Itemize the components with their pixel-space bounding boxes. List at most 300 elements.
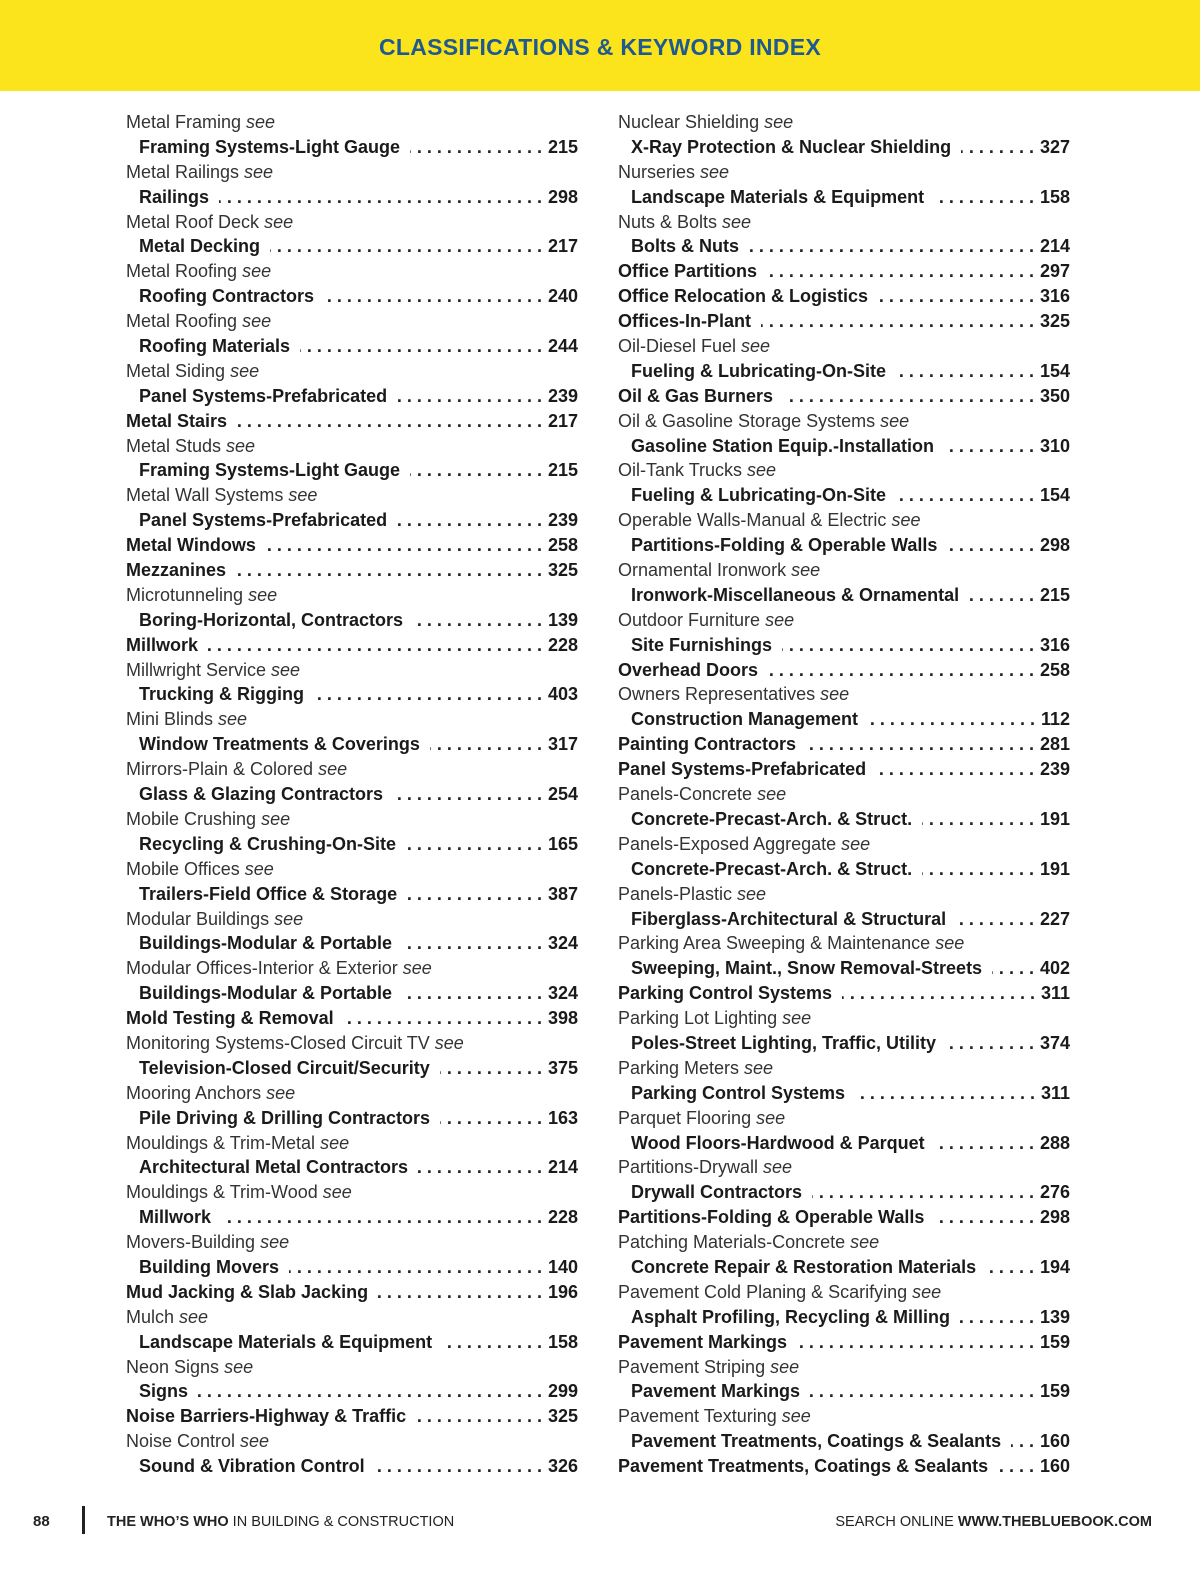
see-label: see [912, 1281, 942, 1302]
reference-term: Nuts & Bolts [618, 211, 718, 232]
dot-leader [416, 1404, 542, 1429]
page-reference-number: 316 [1039, 634, 1070, 655]
page-reference-number: 403 [547, 684, 578, 705]
reference-term: Modular Buildings [126, 908, 270, 929]
heading-title: Pavement Treatments, Coatings & Sealants [618, 1456, 989, 1477]
dot-leader [969, 583, 1034, 608]
dot-leader [878, 284, 1034, 309]
see-label: see [242, 261, 272, 282]
heading-title: Panel Systems-Prefabricated [618, 759, 867, 780]
index-heading [618, 483, 1070, 508]
dot-leader [440, 1106, 542, 1131]
page-title: CLASSIFICATIONS & KEYWORD INDEX [378, 34, 822, 60]
index-heading [618, 956, 1070, 981]
see-label: see [850, 1232, 880, 1253]
index-heading [126, 832, 578, 857]
heading-title: Wood Floors-Hardwood & Parquet [631, 1132, 925, 1153]
heading-title: Noise Barriers-Highway & Traffic [126, 1406, 407, 1427]
index-reference [126, 1429, 578, 1454]
see-label: see [274, 908, 304, 929]
index-heading [126, 981, 578, 1006]
dot-leader [324, 284, 542, 309]
heading-title: Landscape Materials & Equipment [139, 1331, 433, 1352]
index-reference [618, 1056, 1070, 1081]
index-reference [618, 458, 1070, 483]
heading-title: Parking Control Systems [631, 1082, 846, 1103]
index-heading [126, 1106, 578, 1131]
heading-title: Landscape Materials & Equipment [631, 186, 925, 207]
index-heading [126, 1454, 578, 1479]
dot-leader [797, 1330, 1034, 1355]
heading-title: Fueling & Lubricating-On-Site [631, 485, 886, 506]
page-reference-number: 325 [547, 560, 578, 581]
reference-term: Oil-Diesel Fuel [618, 336, 737, 357]
see-label: see [757, 784, 787, 805]
dot-leader [314, 682, 542, 707]
reference-term: Panels-Concrete [618, 784, 753, 805]
dot-leader [397, 508, 542, 533]
dot-leader [1011, 1429, 1034, 1454]
page-reference-number: 316 [1039, 286, 1070, 307]
index-reference [618, 160, 1070, 185]
index-heading [126, 384, 578, 409]
index-heading [126, 185, 578, 210]
index-heading [618, 1031, 1070, 1056]
index-reference [618, 1106, 1070, 1131]
dot-leader [378, 1280, 542, 1305]
page-reference-number: 239 [547, 385, 578, 406]
index-heading [618, 1180, 1070, 1205]
reference-term: Metal Studs [126, 435, 222, 456]
index-heading [126, 931, 578, 956]
index-heading [126, 1155, 578, 1180]
dot-leader [944, 434, 1034, 459]
see-label: see [230, 360, 260, 381]
page-reference-number: 154 [1039, 360, 1070, 381]
index-heading [126, 1006, 578, 1031]
heading-title: Millwork [126, 634, 199, 655]
heading-title: Ironwork-Miscellaneous & Ornamental [631, 584, 960, 605]
index-reference [618, 832, 1070, 857]
heading-title: Metal Stairs [126, 410, 228, 431]
reference-term: Mooring Anchors [126, 1082, 262, 1103]
dot-leader [855, 1081, 1035, 1106]
index-reference [618, 1355, 1070, 1380]
page-reference-number: 217 [547, 236, 578, 257]
see-label: see [242, 311, 272, 332]
dot-leader [266, 533, 542, 558]
page-reference-number: 298 [1039, 535, 1070, 556]
reference-term: Oil-Tank Trucks [618, 460, 743, 481]
dot-leader [842, 981, 1035, 1006]
reference-term: Parking Meters [618, 1057, 740, 1078]
see-label: see [782, 1008, 812, 1029]
heading-title: Recycling & Crushing-On-Site [139, 833, 397, 854]
see-label: see [218, 709, 248, 730]
heading-title: Fiberglass-Architectural & Structural [631, 908, 947, 929]
heading-title: Poles-Street Lighting, Traffic, Utility [631, 1032, 937, 1053]
see-label: see [722, 211, 752, 232]
index-column-left [126, 110, 578, 1479]
dot-leader [375, 1454, 542, 1479]
reference-term: Metal Roofing [126, 311, 238, 332]
page-reference-number: 297 [1039, 261, 1070, 282]
page-reference-number: 214 [1039, 236, 1070, 257]
index-reference [618, 608, 1070, 633]
see-label: see [322, 1182, 352, 1203]
page-reference-number: 228 [547, 1207, 578, 1228]
dot-leader [270, 234, 542, 259]
index-heading [618, 757, 1070, 782]
heading-title: Window Treatments & Coverings [139, 734, 420, 755]
index-heading [126, 334, 578, 359]
index-reference [618, 210, 1070, 235]
see-label: see [246, 112, 276, 132]
dot-leader [810, 1379, 1034, 1404]
page-reference-number: 258 [547, 535, 578, 556]
reference-term: Oil & Gasoline Storage Systems [618, 410, 876, 431]
dot-leader [236, 558, 542, 583]
index-reference [126, 857, 578, 882]
index-reference [126, 434, 578, 459]
heading-title: Trailers-Field Office & Storage [139, 883, 398, 904]
page-reference-number: 159 [1039, 1331, 1070, 1352]
heading-title: Pavement Markings [618, 1331, 788, 1352]
see-label: see [240, 1431, 270, 1452]
reference-term: Operable Walls-Manual & Electric [618, 510, 887, 531]
reference-term: Modular Offices-Interior & Exterior [126, 958, 398, 979]
page-reference-number: 159 [1039, 1381, 1070, 1402]
dot-leader [812, 1180, 1034, 1205]
index-reference [126, 1131, 578, 1156]
dot-leader [430, 732, 542, 757]
page-reference-number: 239 [1039, 759, 1070, 780]
see-label: see [244, 858, 274, 879]
heading-title: Partitions-Folding & Operable Walls [631, 535, 938, 556]
index-heading [126, 1330, 578, 1355]
page-reference-number: 194 [1039, 1256, 1070, 1277]
reference-term: Pavement Striping [618, 1356, 766, 1377]
heading-title: Roofing Materials [139, 336, 291, 357]
reference-term: Nurseries [618, 161, 696, 182]
dot-leader [440, 1056, 542, 1081]
reference-term: Metal Roofing [126, 261, 238, 282]
heading-title: Mold Testing & Removal [126, 1008, 334, 1029]
index-reference [618, 1280, 1070, 1305]
index-heading [618, 633, 1070, 658]
heading-title: Pavement Markings [631, 1381, 801, 1402]
dot-leader [300, 334, 542, 359]
index-reference [618, 1155, 1070, 1180]
heading-title: Buildings-Modular & Portable [139, 933, 393, 954]
dot-leader [402, 981, 542, 1006]
heading-title: Site Furnishings [631, 634, 773, 655]
index-reference [126, 483, 578, 508]
dot-leader [289, 1255, 542, 1280]
dot-leader [998, 1454, 1034, 1479]
dot-leader [960, 1305, 1034, 1330]
reference-term: Mouldings & Trim-Wood [126, 1182, 318, 1203]
page-reference-number: 244 [547, 336, 578, 357]
dot-leader [410, 135, 542, 160]
page-reference-number: 239 [547, 510, 578, 531]
heading-title: Railings [139, 186, 210, 207]
page-reference-number: 191 [1039, 808, 1070, 829]
page-reference-number: 160 [1039, 1456, 1070, 1477]
footer-divider [82, 1506, 85, 1534]
page-reference-number: 288 [1039, 1132, 1070, 1153]
page-reference-number: 402 [1039, 958, 1070, 979]
dot-leader [935, 1131, 1034, 1156]
page-reference-number: 158 [1039, 186, 1070, 207]
reference-term: Mouldings & Trim-Metal [126, 1132, 316, 1153]
index-heading [126, 633, 578, 658]
index-reference [126, 309, 578, 334]
page-reference-number: 139 [1039, 1306, 1070, 1327]
index-heading [126, 732, 578, 757]
heading-title: Sound & Vibration Control [139, 1456, 365, 1477]
see-label: see [224, 1356, 254, 1377]
page-reference-number: 214 [547, 1157, 578, 1178]
see-label: see [737, 883, 767, 904]
dot-leader [868, 707, 1035, 732]
page-reference-number: 375 [547, 1057, 578, 1078]
reference-term: Parking Lot Lighting [618, 1008, 778, 1029]
index-reference [618, 508, 1070, 533]
page-reference-number: 324 [547, 933, 578, 954]
dot-leader [946, 1031, 1034, 1056]
index-reference [618, 1404, 1070, 1429]
index-reference [126, 1230, 578, 1255]
index-reference [126, 583, 578, 608]
index-reference [126, 1031, 578, 1056]
dot-leader [806, 732, 1034, 757]
page-reference-number: 196 [547, 1281, 578, 1302]
dot-leader [992, 956, 1034, 981]
see-label: see [318, 759, 348, 780]
heading-title: Sweeping, Maint., Snow Removal-Streets [631, 958, 983, 979]
reference-term: Mobile Crushing [126, 808, 257, 829]
index-reference [618, 558, 1070, 583]
reference-term: Mulch [126, 1306, 175, 1327]
page-footer [0, 1500, 1200, 1540]
dot-leader [986, 1255, 1034, 1280]
page-reference-number: 327 [1039, 136, 1070, 157]
index-reference [126, 210, 578, 235]
index-heading [126, 409, 578, 434]
index-heading [618, 1205, 1070, 1230]
index-heading [126, 1404, 578, 1429]
page-reference-number: 217 [547, 410, 578, 431]
see-label: see [179, 1306, 209, 1327]
see-label: see [747, 460, 777, 481]
index-reference [126, 707, 578, 732]
dot-leader [934, 1205, 1034, 1230]
see-label: see [820, 684, 850, 705]
page-reference-number: 158 [547, 1331, 578, 1352]
index-reference [126, 807, 578, 832]
reference-term: Pavement Cold Planing & Scarifying [618, 1281, 908, 1302]
index-reference [618, 782, 1070, 807]
heading-title: Television-Closed Circuit/Security [139, 1057, 430, 1078]
page-reference-number: 165 [547, 833, 578, 854]
dot-leader [237, 409, 542, 434]
page-reference-number: 298 [547, 186, 578, 207]
index-heading [618, 658, 1070, 683]
see-label: see [226, 435, 256, 456]
page-reference-number: 215 [1039, 584, 1070, 605]
page-reference-number: 258 [1039, 659, 1070, 680]
see-label: see [781, 1406, 811, 1427]
heading-title: Concrete-Precast-Arch. & Struct. [631, 858, 913, 879]
dot-leader [221, 1205, 542, 1230]
reference-term: Metal Siding [126, 360, 226, 381]
dot-leader [219, 185, 542, 210]
index-reference [126, 160, 578, 185]
dot-leader [896, 359, 1034, 384]
index-reference [126, 757, 578, 782]
page-reference-number: 310 [1039, 435, 1070, 456]
index-heading [126, 284, 578, 309]
reference-term: Parquet Flooring [618, 1107, 752, 1128]
page-number: 88 [33, 1513, 50, 1530]
heading-title: Building Movers [139, 1256, 280, 1277]
dot-leader [410, 458, 542, 483]
index-heading [618, 309, 1070, 334]
see-label: see [935, 933, 965, 954]
reference-term: Ornamental Ironwork [618, 560, 787, 581]
page-reference-number: 325 [547, 1406, 578, 1427]
index-heading [618, 707, 1070, 732]
page-reference-number: 163 [547, 1107, 578, 1128]
dot-leader [934, 185, 1034, 210]
heading-title: Framing Systems-Light Gauge [139, 136, 401, 157]
see-label: see [266, 1082, 296, 1103]
index-heading [126, 782, 578, 807]
heading-title: Millwork [139, 1207, 212, 1228]
heading-title: Framing Systems-Light Gauge [139, 460, 401, 481]
heading-title: X-Ray Protection & Nuclear Shielding [631, 136, 952, 157]
index-reference [126, 259, 578, 284]
index-heading [126, 1056, 578, 1081]
page-reference-number: 350 [1039, 385, 1070, 406]
heading-title: Metal Decking [139, 236, 261, 257]
index-heading [126, 1379, 578, 1404]
reference-term: Pavement Texturing [618, 1406, 777, 1427]
see-label: see [402, 958, 432, 979]
heading-title: Signs [139, 1381, 189, 1402]
index-heading [618, 359, 1070, 384]
see-label: see [841, 833, 871, 854]
reference-term: Movers-Building [126, 1232, 256, 1253]
index-reference [618, 682, 1070, 707]
heading-title: Boring-Horizontal, Contractors [139, 609, 403, 630]
heading-title: Pavement Treatments, Coatings & Sealants [631, 1431, 1002, 1452]
heading-title: Bolts & Nuts [631, 236, 739, 257]
index-reference [618, 882, 1070, 907]
see-label: see [261, 808, 291, 829]
see-label: see [763, 1157, 793, 1178]
index-reference [618, 931, 1070, 956]
heading-title: Architectural Metal Contractors [139, 1157, 409, 1178]
dot-leader [397, 384, 542, 409]
index-heading [618, 981, 1070, 1006]
dot-leader [198, 1379, 542, 1404]
page-reference-number: 325 [1039, 311, 1070, 332]
dot-leader [442, 1330, 542, 1355]
reference-term: Millwright Service [126, 659, 267, 680]
index-heading [126, 608, 578, 633]
dot-leader [876, 757, 1034, 782]
index-heading [618, 732, 1070, 757]
index-heading [618, 1454, 1070, 1479]
see-label: see [770, 1356, 800, 1377]
dot-leader [922, 807, 1034, 832]
index-heading [126, 882, 578, 907]
index-heading [618, 857, 1070, 882]
heading-title: Asphalt Profiling, Recycling & Milling [631, 1306, 951, 1327]
reference-term: Microtunneling [126, 584, 244, 605]
dot-leader [783, 384, 1034, 409]
see-label: see [756, 1107, 786, 1128]
index-reference [618, 1006, 1070, 1031]
index-heading [618, 1330, 1070, 1355]
reference-term: Metal Wall Systems [126, 485, 284, 506]
index-heading [126, 1255, 578, 1280]
index-heading [618, 583, 1070, 608]
heading-title: Office Relocation & Logistics [618, 286, 869, 307]
index-reference [126, 1081, 578, 1106]
heading-title: Oil & Gas Burners [618, 385, 774, 406]
heading-title: Painting Contractors [618, 734, 797, 755]
see-label: see [264, 211, 294, 232]
page-reference-number: 160 [1039, 1431, 1070, 1452]
see-label: see [765, 609, 795, 630]
page-header [0, 0, 1200, 91]
dot-leader [406, 832, 542, 857]
see-label: see [891, 510, 921, 531]
page-reference-number: 227 [1039, 908, 1070, 929]
page-reference-number: 324 [547, 983, 578, 1004]
dot-leader [749, 234, 1034, 259]
reference-term: Parking Area Sweeping & Maintenance [618, 933, 931, 954]
dot-leader [393, 782, 542, 807]
heading-title: Construction Management [631, 709, 859, 730]
see-label: see [244, 161, 274, 182]
dot-leader [768, 658, 1034, 683]
index-heading [618, 1255, 1070, 1280]
heading-title: Trucking & Rigging [139, 684, 304, 705]
heading-title: Partitions-Folding & Operable Walls [618, 1207, 925, 1228]
page-reference-number: 154 [1039, 485, 1070, 506]
page-reference-number: 281 [1039, 734, 1070, 755]
index-reference [618, 409, 1070, 434]
website-link[interactable]: WWW.THEBLUEBOOK.COM [957, 1514, 1152, 1530]
index-heading [618, 1305, 1070, 1330]
dot-leader [782, 633, 1034, 658]
heading-title: Drywall Contractors [631, 1182, 803, 1203]
see-label: see [744, 1057, 774, 1078]
publication-name-bold: THE WHO’S WHO [107, 1514, 229, 1530]
see-label: see [791, 560, 821, 581]
dot-leader [761, 309, 1034, 334]
index-heading [618, 1131, 1070, 1156]
index-reference [126, 110, 578, 135]
page-reference-number: 191 [1039, 858, 1070, 879]
index-heading [126, 682, 578, 707]
dot-leader [896, 483, 1034, 508]
reference-term: Mirrors-Plain & Colored [126, 759, 314, 780]
